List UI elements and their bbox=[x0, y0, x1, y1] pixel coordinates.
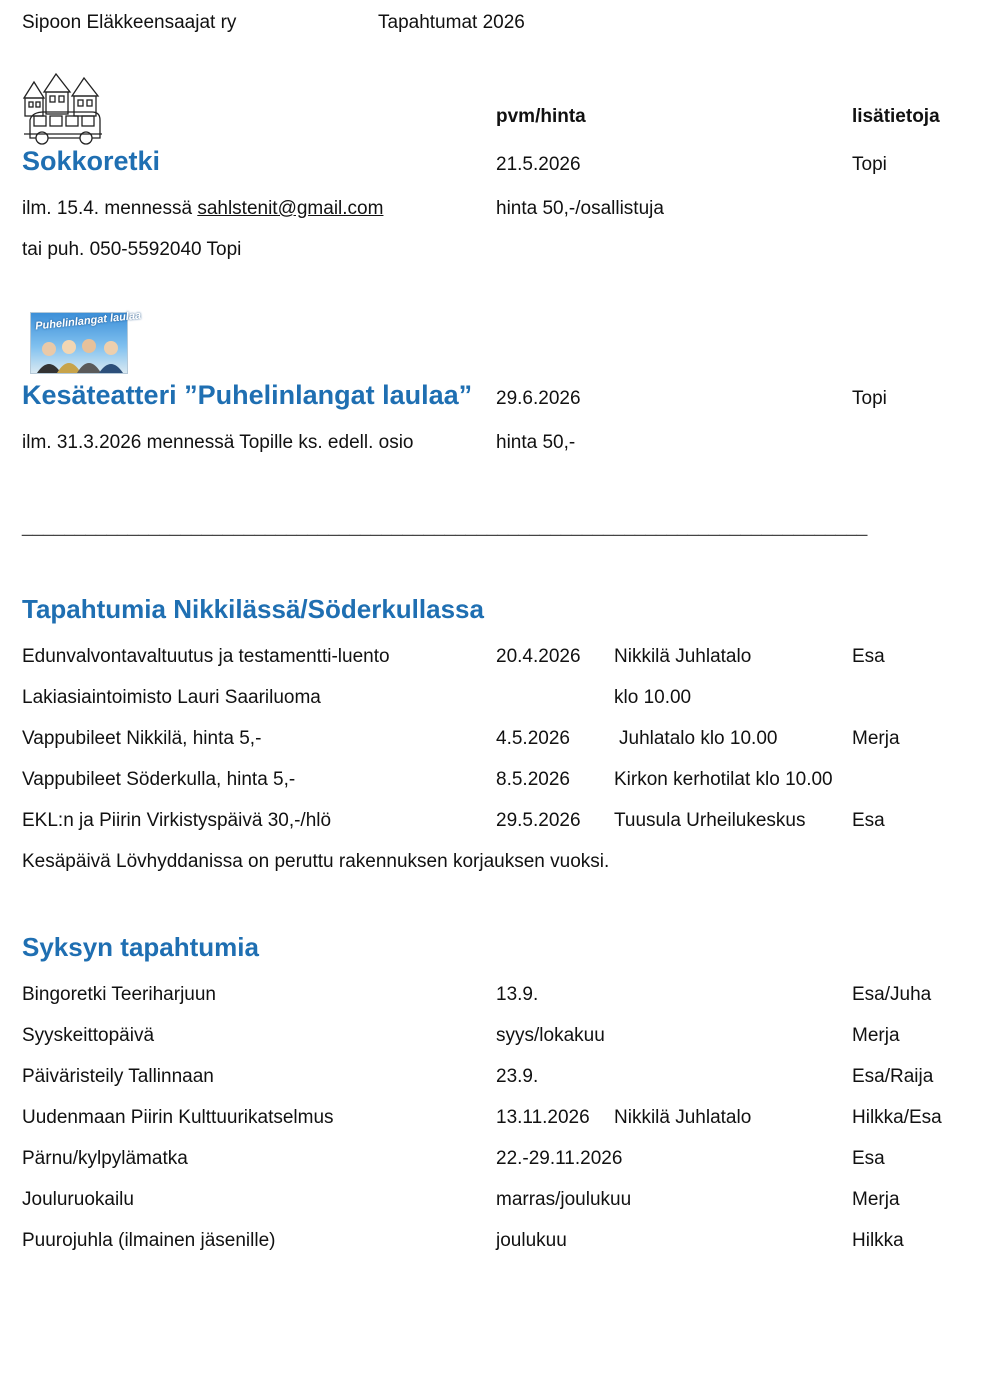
nikkila-date: 20.4.2026 bbox=[496, 646, 581, 667]
nikkila-place: Tuusula Urheilukeskus bbox=[614, 810, 806, 831]
syksy-event: Päiväristeily Tallinnaan bbox=[22, 1066, 214, 1087]
kesateatteri-price: hinta 50,- bbox=[496, 432, 576, 453]
theater-poster-image bbox=[30, 309, 142, 374]
nikkila-place: klo 10.00 bbox=[614, 687, 692, 708]
nikkila-event: Vappubileet Söderkulla, hinta 5,- bbox=[22, 769, 296, 790]
syksy-date: 13.11.2026 bbox=[496, 1107, 590, 1128]
syksy-contact: Merja bbox=[852, 1025, 900, 1046]
syksy-date: marras/joulukuu bbox=[496, 1189, 632, 1210]
nikkila-note: Kesäpäivä Lövhyddanissa on peruttu rakennuksen korjauksen vuoksi. bbox=[22, 851, 610, 872]
sokkoretki-phone: tai puh. 050-5592040 Topi bbox=[22, 239, 242, 260]
email-link[interactable]: sahlstenit@gmail.com bbox=[197, 198, 384, 219]
nikkila-date: 8.5.2026 bbox=[496, 769, 570, 790]
kesateatteri-title: Kesäteatteri ”Puhelinlangat laulaa” bbox=[22, 380, 473, 410]
syksy-event: Uudenmaan Piirin Kulttuurikatselmus bbox=[22, 1107, 334, 1128]
kesateatteri-date: 29.6.2026 bbox=[496, 388, 581, 409]
syksy-event: Jouluruokailu bbox=[22, 1189, 134, 1210]
nikkila-section-title: Tapahtumia Nikkilässä/Söderkullassa bbox=[22, 594, 484, 624]
syksy-event: Bingoretki Teeriharjuun bbox=[22, 984, 216, 1005]
syksy-contact: Esa/Juha bbox=[852, 984, 932, 1005]
syksy-contact: Hilkka/Esa bbox=[852, 1107, 942, 1128]
syksy-date: 22.-29.11.2026 bbox=[496, 1148, 623, 1169]
sokkoretki-date: 21.5.2026 bbox=[496, 154, 581, 175]
syksy-contact: Hilkka bbox=[852, 1230, 904, 1251]
nikkila-contact: Esa bbox=[852, 646, 885, 667]
organization-name: Sipoon Eläkkeensaajat ry bbox=[22, 12, 237, 33]
syksy-event: Puurojuhla (ilmainen jäsenille) bbox=[22, 1230, 276, 1251]
kesateatteri-signup: ilm. 31.3.2026 mennessä Topille ks. edell. osio bbox=[22, 432, 414, 453]
column-header-info: lisätietoja bbox=[852, 106, 940, 127]
syksy-section-title: Syksyn tapahtumia bbox=[22, 932, 259, 962]
syksy-date: syys/lokakuu bbox=[496, 1025, 605, 1046]
sokkoretki-signup-text: ilm. 15.4. mennessä bbox=[22, 198, 193, 219]
syksy-contact: Esa bbox=[852, 1148, 885, 1169]
divider-line: ________________________________________________________________________________ bbox=[22, 516, 868, 537]
nikkila-place: Juhlatalo klo 10.00 bbox=[619, 728, 778, 749]
nikkila-place: Nikkilä Juhlatalo bbox=[614, 646, 752, 667]
syksy-contact: Merja bbox=[852, 1189, 900, 1210]
syksy-date: 23.9. bbox=[496, 1066, 539, 1087]
kesateatteri-contact: Topi bbox=[852, 388, 887, 409]
nikkila-place: Kirkon kerhotilat klo 10.00 bbox=[614, 769, 833, 790]
syksy-event: Pärnu/kylpylämatka bbox=[22, 1148, 188, 1169]
syksy-date: 13.9. bbox=[496, 984, 539, 1005]
document-title: Tapahtumat 2026 bbox=[378, 12, 525, 33]
syksy-contact: Esa/Raija bbox=[852, 1066, 934, 1087]
theater-poster-text: Puhelinlangat laulaa bbox=[34, 309, 142, 333]
nikkila-contact: Merja bbox=[852, 728, 900, 749]
sokkoretki-contact: Topi bbox=[852, 154, 887, 175]
bus-illustration-icon bbox=[22, 68, 104, 146]
sokkoretki-title: Sokkoretki bbox=[22, 146, 161, 176]
sokkoretki-price: hinta 50,-/osallistuja bbox=[496, 198, 664, 219]
nikkila-event: Lakiasiaintoimisto Lauri Saariluoma bbox=[22, 687, 321, 708]
syksy-date: joulukuu bbox=[496, 1230, 567, 1251]
column-header-date-price: pvm/hinta bbox=[496, 106, 586, 127]
nikkila-event: EKL:n ja Piirin Virkistyspäivä 30,-/hlö bbox=[22, 810, 332, 831]
nikkila-date: 29.5.2026 bbox=[496, 810, 581, 831]
sokkoretki-signup bbox=[22, 198, 383, 220]
nikkila-date: 4.5.2026 bbox=[496, 728, 570, 749]
nikkila-event: Vappubileet Nikkilä, hinta 5,- bbox=[22, 728, 262, 749]
nikkila-contact: Esa bbox=[852, 810, 885, 831]
syksy-place: Nikkilä Juhlatalo bbox=[614, 1107, 752, 1128]
syksy-event: Syyskeittopäivä bbox=[22, 1025, 155, 1046]
nikkila-event: Edunvalvontavaltuutus ja testamentti-luento bbox=[22, 646, 390, 667]
